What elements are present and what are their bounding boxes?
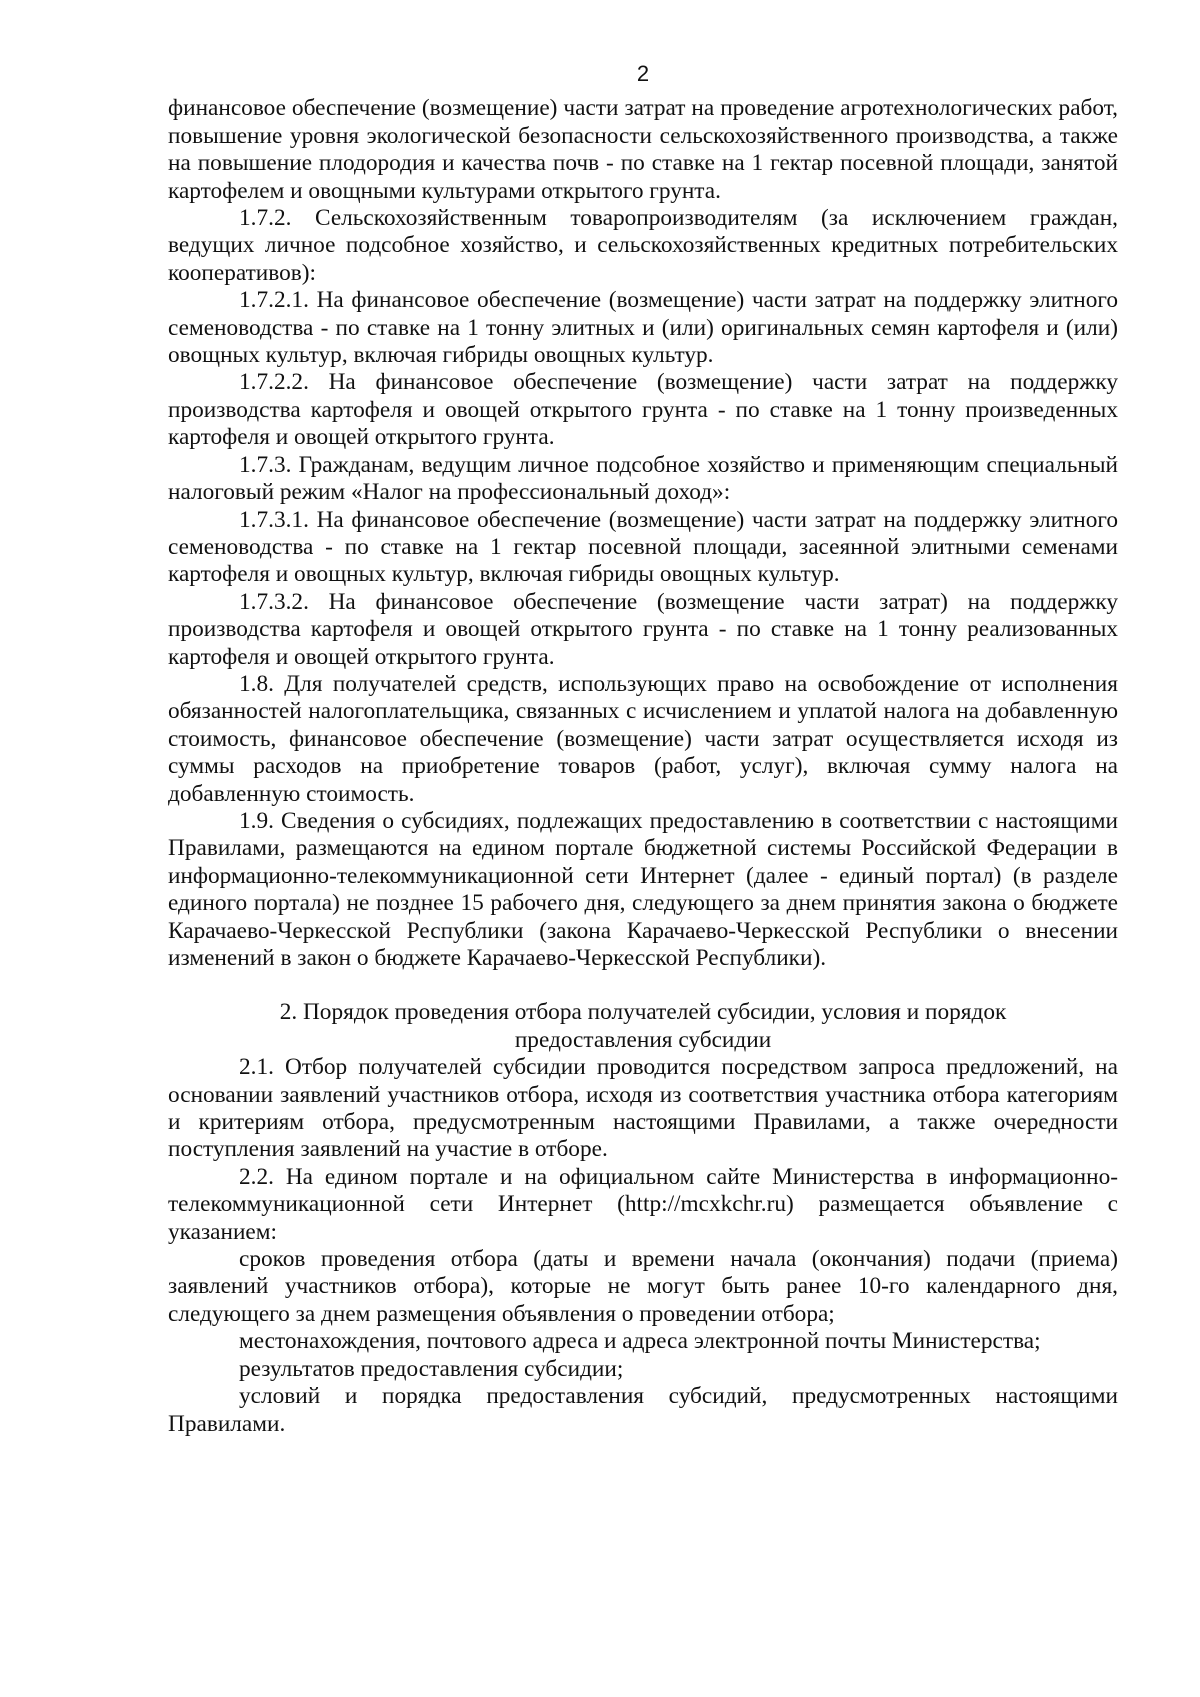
paragraph-1-9: 1.9. Сведения о субсидиях, подлежащих предоставлению в соответствии с настоящими Правилами, размещаются на едином портале бюджетной системы Российской Федерации в информационно-телекоммуникационной сети Интернет (далее - единый портал) (в разделе единого портала) не позднее 15 рабочего дня, следующего за днем принятия закона о бюджете Карачаево-Черкесской Республики (закона Карачаево-Черкесской Республики о внесении изменений в закон о бюджете Карачаево-Черкесской Республики). <box>168 807 1118 971</box>
list-item-location: местонахождения, почтового адреса и адреса электронной почты Министерства; <box>239 1328 1041 1355</box>
paragraph-2-2: 2.2. На едином портале и на официальном сайте Министерства в информационно-телекоммуникационной сети Интернет (http://mcxkchr.ru) размещается объявление с указанием: <box>168 1163 1118 1245</box>
list-item-conditions: условий и порядка предоставления субсидий, предусмотренных настоящими Правилами. <box>168 1383 1118 1437</box>
paragraph-1-8: 1.8. Для получателей средств, использующих право на освобождение от исполнения обязанностей налогоплательщика, связанных с исчислением и уплатой налога на добавленную стоимость, финансовое обеспечение (возмещение) части затрат осуществляется исходя из суммы расходов на приобретение товаров (работ, услуг), включая сумму налога на добавленную стоимость. <box>168 670 1118 807</box>
section-title-line-2: предоставления субсидии <box>514 1026 772 1053</box>
section-2-title <box>168 999 1118 1054</box>
section-title-line-1: 2. Порядок проведения отбора получателей субсидии, условия и порядок <box>279 999 1007 1026</box>
list-item-results: результатов предоставления субсидии; <box>239 1355 624 1382</box>
paragraph-1-7-3-1: 1.7.3.1. На финансовое обеспечение (возмещение) части затрат на поддержку элитного семеноводства - по ставке на 1 гектар посевной площади, засеянной элитными семенами картофеля и овощных культур, включая гибриды овощных культур. <box>168 506 1118 588</box>
paragraph-1-7-3: 1.7.3. Гражданам, ведущим личное подсобное хозяйство и применяющим специальный налоговый режим «Налог на профессиональный доход»: <box>168 451 1118 506</box>
paragraph-continuation: финансовое обеспечение (возмещение) части затрат на проведение агротехнологических работ, повышение уровня экологической безопасности сельскохозяйственного производства, а также на повышение плодородия и качества почв - по ставке на 1 гектар посевной площади, занятой картофелем и овощными культурами открытого грунта. <box>168 95 1118 204</box>
page-number: 2 <box>636 61 650 86</box>
list-item-deadlines: сроков проведения отбора (даты и времени начала (окончания) подачи (приема) заявлений участников отбора), которые не могут быть ранее 10-го календарного дня, следующего за днем размещения объявления о проведении отбора; <box>168 1246 1118 1327</box>
paragraph-1-7-2-1: 1.7.2.1. На финансовое обеспечение (возмещение) части затрат на поддержку элитного семеноводства - по ставке на 1 тонну элитных и (или) оригинальных семян картофеля и (или) овощных культур, включая гибриды овощных культур. <box>168 287 1118 369</box>
paragraph-1-7-2-2: 1.7.2.2. На финансовое обеспечение (возмещение) части затрат на поддержку производства картофеля и овощей открытого грунта - по ставке на 1 тонну произведенных картофеля и овощей открытого грунта. <box>168 369 1118 451</box>
document-page <box>168 60 1118 1438</box>
paragraph-1-7-2: 1.7.2. Сельскохозяйственным товаропроизводителям (за исключением граждан, ведущих личное подсобное хозяйство, и сельскохозяйственных кредитных потребительских кооперативов): <box>168 205 1118 286</box>
paragraph-1-7-3-2: 1.7.3.2. На финансовое обеспечение (возмещение части затрат) на поддержку производства картофеля и овощей открытого грунта - по ставке на 1 тонну реализованных картофеля и овощей открытого грунта. <box>168 588 1118 670</box>
paragraph-2-1: 2.1. Отбор получателей субсидии проводится посредством запроса предложений, на основании заявлений участников отбора, исходя из соответствия участника отбора категориям и критериям отбора, предусмотренным настоящими Правилами, а также очередности поступления заявлений на участие в отборе. <box>168 1054 1118 1163</box>
